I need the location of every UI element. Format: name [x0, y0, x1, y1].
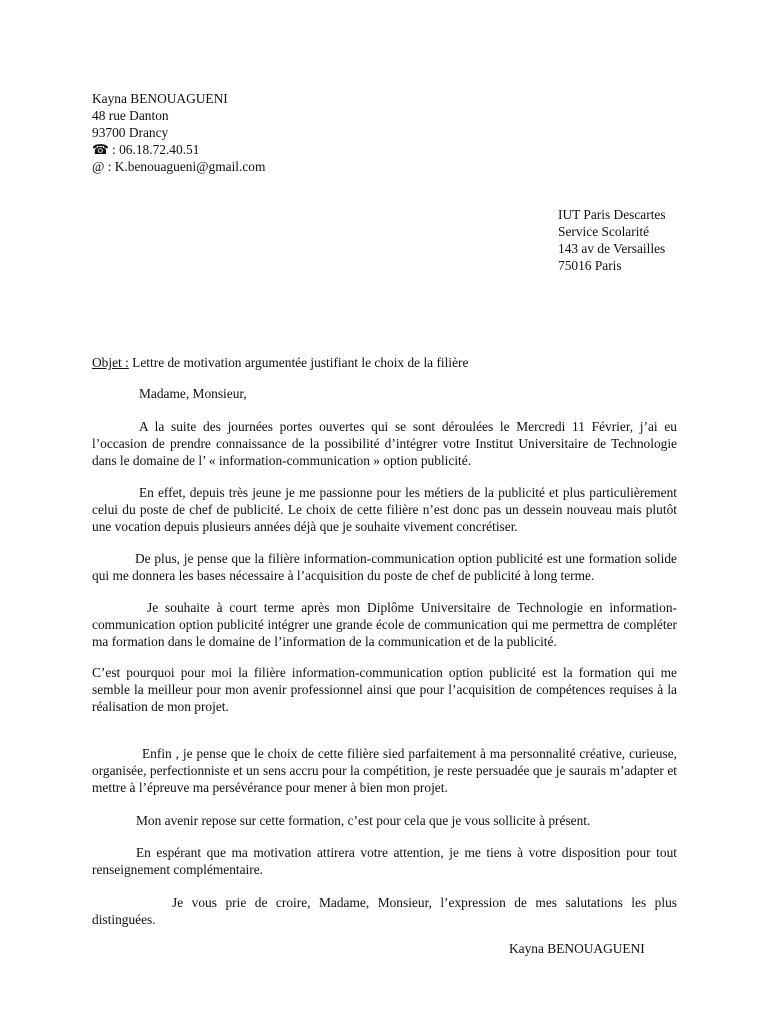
paragraph-3: De plus, je pense que la filière information-communication option publicité est une formation solide qui me donnera les bases nécessaire à l’acquisition du poste de chef de publicité à long terme.	[92, 551, 677, 583]
recipient-dept: Service Scolarité	[558, 224, 650, 239]
sender-name: Kayna BENOUAGUENI	[92, 91, 228, 106]
subject-text: Lettre de motivation argumentée justifiant le choix de la filière	[128, 355, 469, 370]
paragraph-4: Je souhaite à court terme après mon Diplôme Universitaire de Technologie en information-communication option publicité intégrer une grande école de communication qui me permettra de compléter ma formation dans le domaine de l’information de la communication et de la publicité.	[92, 600, 677, 649]
sender-block	[92, 90, 265, 175]
salutation: Madame, Monsieur,	[139, 386, 247, 401]
paragraph-6: Enfin , je pense que le choix de cette filière sied parfaitement à ma personnalité créative, curieuse, organisée, perfectionniste et un sens accru pour la compétition, je reste persuadée que je saurais m’adapter et mettre à l’épreuve ma persévérance pour mener à bien mon projet.	[92, 746, 677, 795]
paragraph-5: C’est pourquoi pour moi la filière information-communication option publicité est la formation qui me semble la meilleur pour mon avenir professionnel ainsi que pour l’acquisition de compétences requises à la réalisation de mon projet.	[92, 665, 677, 714]
recipient-block	[558, 206, 666, 274]
sender-email: @ : K.benouagueni@gmail.com	[92, 159, 266, 174]
paragraph-2: En effet, depuis très jeune je me passionne pour les métiers de la publicité et plus particulièrement celui du poste de chef de publicité. Le choix de cette filière n’est donc pas un dessein nouveau mais plutôt une vocation depuis plusieurs années déjà que je souhaite vivement concrétiser.	[92, 485, 677, 534]
closing-formula: Je vous prie de croire, Madame, Monsieur, l’expression de mes salutations les plus distinguées.	[92, 895, 677, 927]
paragraph-7: Mon avenir repose sur cette formation, c’est pour cela que je vous sollicite à présent.	[136, 813, 591, 828]
sender-phone: ☎ : 06.18.72.40.51	[92, 142, 200, 157]
sender-city: 93700 Drancy	[92, 125, 169, 140]
subject-label: Objet :	[92, 355, 129, 370]
recipient-street: 143 av de Versailles	[558, 241, 666, 256]
signature: Kayna BENOUAGUENI	[509, 941, 645, 956]
subject-line	[92, 354, 468, 371]
recipient-city: 75016 Paris	[558, 258, 622, 273]
recipient-org: IUT Paris Descartes	[558, 207, 666, 222]
sender-street: 48 rue Danton	[92, 108, 169, 123]
paragraph-8: En espérant que ma motivation attirera votre attention, je me tiens à votre disposition pour tout renseignement complémentaire.	[92, 845, 677, 877]
paragraph-1: A la suite des journées portes ouvertes qui se sont déroulées le Mercredi 11 Février, j’ai eu l’occasion de prendre connaissance de la possibilité d’intégrer votre Institut Universitaire de Technologie dans le domaine de l’ « information-communication » option publicité.	[92, 419, 677, 468]
